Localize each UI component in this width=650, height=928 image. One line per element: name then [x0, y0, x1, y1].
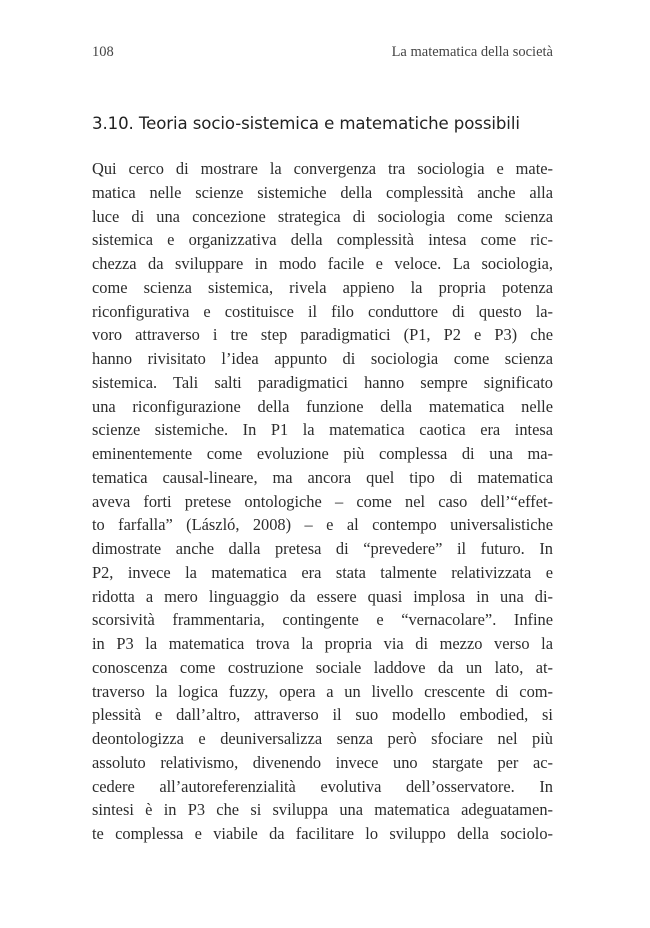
text-line: una riconfigurazione della funzione della matematica nelle: [92, 396, 553, 416]
text-line: scorsività frammentaria, contingente e “vernacolare”. Infine: [92, 610, 553, 630]
text-line: sistemica e organizzativa della complessità intesa come ric-: [92, 230, 553, 250]
text-line: Qui cerco di mostrare la convergenza tra sociologia e mate-: [92, 159, 553, 178]
text-line: aveva forti pretese ontologiche – come nel caso dell’“effet-: [92, 491, 553, 511]
running-title: La matematica della società: [391, 44, 553, 60]
text-line: matica nelle scienze sistemiche della complessità anche alla: [92, 182, 553, 202]
text-line: cedere all’autoreferenzialità evolutiva dell’osservatore. In: [92, 776, 553, 796]
body-paragraph: [92, 157, 553, 846]
text-line: ridotta a mero linguaggio da essere quasi implosa in una di-: [92, 586, 553, 606]
running-head: [92, 44, 553, 64]
text-line: sintesi è in P3 che si sviluppa una matematica adeguatamen-: [92, 800, 553, 820]
text-line: conoscenza come costruzione sociale laddove da un lato, at-: [92, 657, 553, 677]
text-line: traverso la logica fuzzy, opera a un livello crescente di com-: [92, 681, 553, 701]
text-line: P2, invece la matematica era stata talmente relativizzata e: [92, 562, 553, 582]
text-line: come scienza sistemica, rivela appieno la propria potenza: [92, 277, 553, 297]
text-line: dimostrate anche dalla pretesa di “prevedere” il futuro. In: [92, 539, 553, 558]
text-line: in P3 la matematica trova la propria via di mezzo verso la: [92, 634, 553, 653]
text-line: scienze sistemiche. In P1 la matematica caotica era intesa: [92, 420, 553, 440]
text-line: assoluto relativismo, divenendo invece uno stargate per ac-: [92, 752, 553, 772]
text-line: voro attraverso i tre step paradigmatici (P1, P2 e P3) che: [92, 325, 553, 345]
text-line: chezza da sviluppare in modo facile e veloce. La sociologia,: [92, 254, 553, 273]
page-number: 108: [92, 44, 114, 60]
text-line: tematica causal-lineare, ma ancora quel tipo di matematica: [92, 467, 553, 487]
section-heading: 3.10. Teoria socio-sistemica e matematiche possibili: [92, 114, 520, 133]
text-line: plessità e dall’altro, attraverso il suo modello embodied, si: [92, 705, 553, 725]
text-line: te complessa e viabile da facilitare lo sviluppo della sociolo-: [92, 824, 553, 843]
text-line: riconfigurativa e costituisce il filo conduttore di questo la-: [92, 301, 553, 321]
text-line: eminentemente come evoluzione più complessa di una ma-: [92, 444, 553, 463]
text-line: sistemica. Tali salti paradigmatici hanno sempre significato: [92, 372, 553, 392]
text-line: hanno rivisitato l’idea appunto di sociologia come scienza: [92, 349, 553, 368]
text-line: luce di una concezione strategica di sociologia come scienza: [92, 206, 553, 226]
text-line: to farfalla” (László, 2008) – e al contempo universalistiche: [92, 515, 553, 535]
text-line: deontologizza e deuniversalizza senza però sfociare nel più: [92, 729, 553, 748]
